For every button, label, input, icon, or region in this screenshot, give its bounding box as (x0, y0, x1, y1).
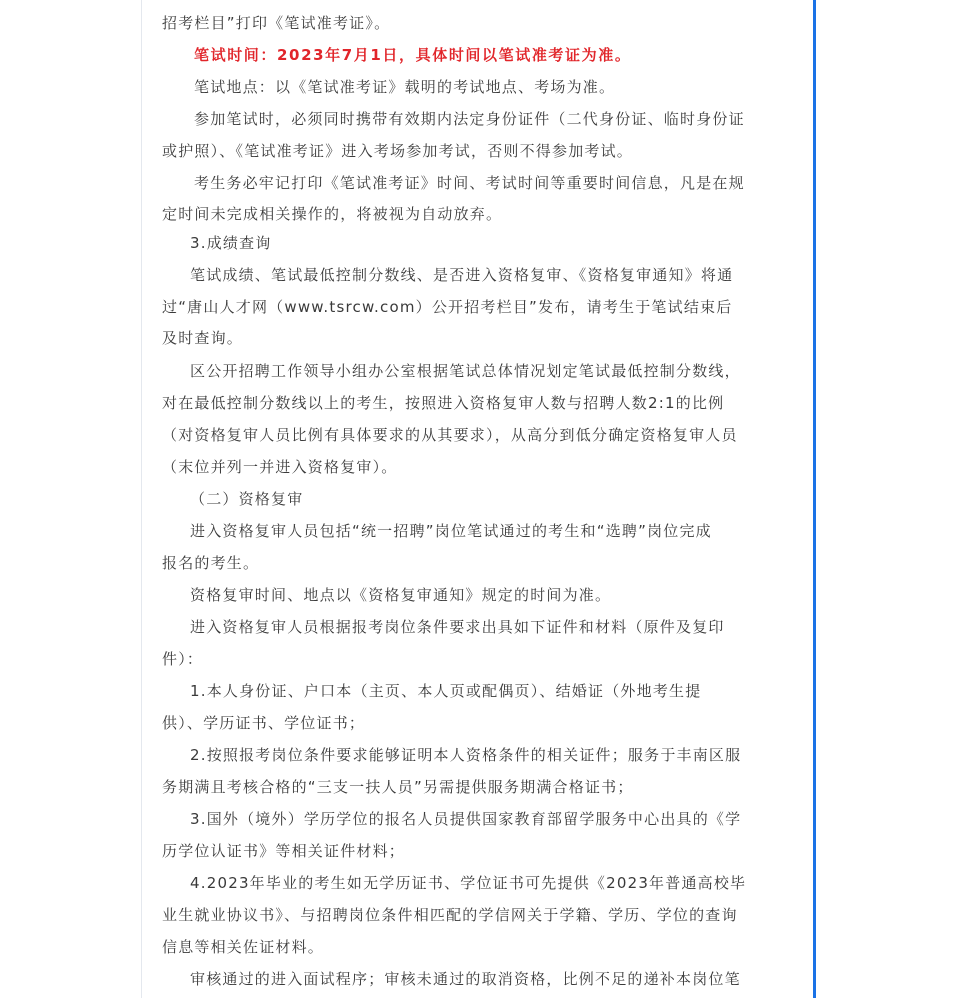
text-line: 报名的考生。 (162, 554, 260, 572)
text-line: （末位并列一并进入资格复审）。 (162, 458, 398, 476)
text-line: 进入资格复审人员包括“统一招聘”岗位笔试通过的考生和“选聘”岗位完成 (190, 522, 712, 540)
text-line: 审核通过的进入面试程序；审核未通过的取消资格，比例不足的递补本岗位笔 (190, 970, 741, 988)
text-line: 或护照）、《笔试准考证》进入考场参加考试，否则不得参加考试。 (162, 142, 634, 160)
text-line: 笔试成绩、笔试最低控制分数线、是否进入资格复审、《资格复审通知》将通 (190, 266, 734, 284)
list-item: 4.2023年毕业的考生如无学历证书、学位证书可先提供《2023年普通高校毕 (190, 874, 747, 892)
text-line: 参加笔试时，必须同时携带有效期内法定身份证件（二代身份证、临时身份证 (194, 110, 745, 128)
text-line: 进入资格复审人员根据报考岗位条件要求出具如下证件和材料（原件及复印 (190, 618, 725, 636)
text-line: （对资格复审人员比例有具体要求的从其要求），从高分到低分确定资格复审人员 (162, 426, 738, 444)
text-line: 件）： (162, 650, 204, 668)
text-line: 供）、学历证书、学位证书； (162, 714, 366, 732)
list-item: 3.国外（境外）学历学位的报名人员提供国家教育部留学服务中心出具的《学 (190, 810, 742, 828)
list-item: 1.本人身份证、户口本（主页、本人页或配偶页）、结婚证（外地考生提 (190, 682, 702, 700)
text-line: 笔试地点：以《笔试准考证》载明的考试地点、考场为准。 (194, 78, 616, 96)
text-line: 资格复审时间、地点以《资格复审通知》规定的时间为准。 (190, 586, 612, 604)
list-item: 2.按照报考岗位条件要求能够证明本人资格条件的相关证件；服务于丰南区服 (190, 746, 742, 764)
text-line: 信息等相关佐证材料。 (162, 938, 325, 956)
text-line: 区公开招聘工作领导小组办公室根据笔试总体情况划定笔试最低控制分数线， (190, 362, 741, 380)
exam-time-notice: 笔试时间：2023年7月1日，具体时间以笔试准考证为准。 (194, 46, 632, 64)
text-line: 业生就业协议书》、与招聘岗位条件相匹配的学信网关于学籍、学历、学位的查询 (162, 906, 738, 924)
text-line: 对在最低控制分数线以上的考生，按照进入资格复审人数与招聘人数2:1的比例 (162, 394, 725, 412)
text-line: 务期满且考核合格的“三支一扶人员”另需提供服务期满合格证书； (162, 778, 634, 796)
section-heading: 3.成绩查询 (190, 234, 272, 252)
text-line: 历学位认证书》等相关证件材料； (162, 842, 406, 860)
section-heading: （二）资格复审 (190, 490, 304, 508)
text-line: 考生务必牢记打印《笔试准考证》时间、考试时间等重要时间信息，凡是在规 (194, 174, 745, 192)
text-line: 定时间未完成相关操作的，将被视为自动放弃。 (162, 205, 503, 223)
text-line: 过“唐山人才网（www.tsrcw.com）公开招考栏目”发布，请考生于笔试结束后 (162, 298, 733, 316)
text-line: 招考栏目”打印《笔试准考证》。 (162, 14, 391, 32)
text-line: 及时查询。 (162, 329, 244, 347)
